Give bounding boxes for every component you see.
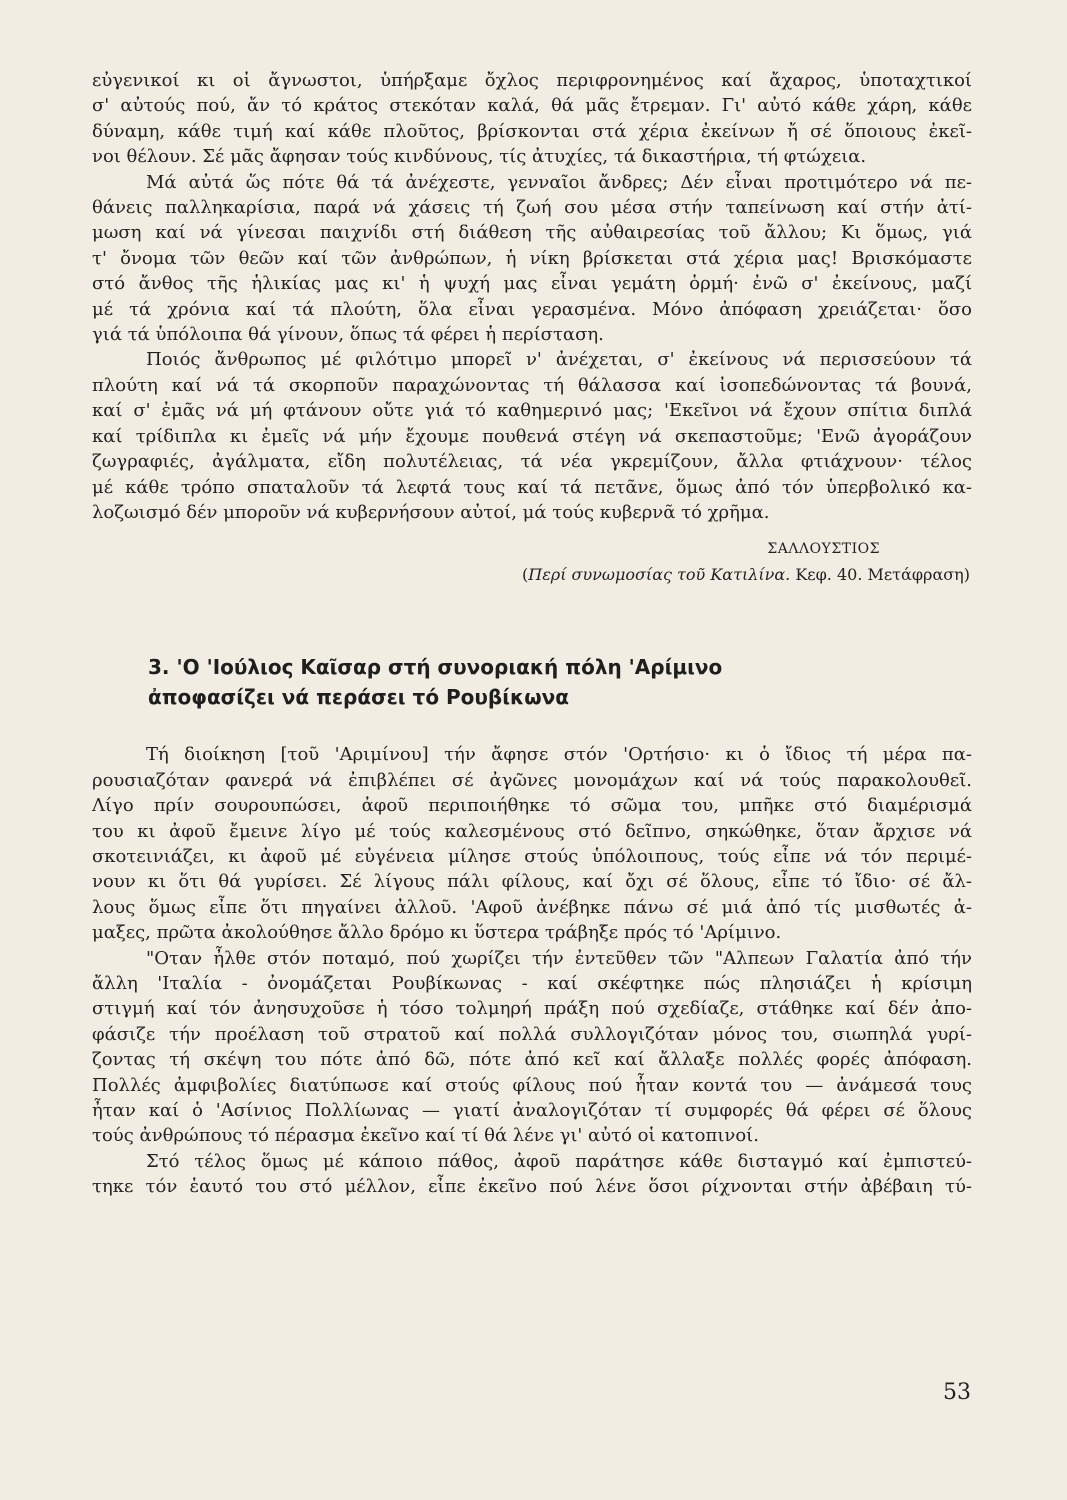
- paragraph-2: [92, 170, 972, 348]
- text-line: μαξες, πρῶτα ἀκολούθησε ἄλλο δρόμο κι ὕστερα τράβηξε πρός τό 'Αρίμινο.: [92, 922, 782, 944]
- text-line: Ποιός ἄνθρωπος μέ φιλότιμο μπορεῖ ν' ἀνέχεται, σ' ἐκείνους νά περισσεύουν τά: [146, 349, 972, 371]
- text-line: ρουσιαζόταν φανερά νά ἐπιβλέπει σέ ἀγῶνες μονομάχων καί νά τούς παρακολουθεῖ.: [92, 769, 972, 791]
- text-line: "Οταν ἦλθε στόν ποταμό, πού χωρίζει τήν ἐντεῦθεν τῶν "Αλπεων Γαλατία ἀπό τήν: [146, 947, 972, 969]
- source-title: Περί συνωμοσίας τοῦ Κατιλίνα.: [528, 565, 791, 585]
- text-line: σκοτεινιάζει, κι ἀφοῦ μέ εὐγένεια μίλησε στούς ὑπόλοιπους, τούς εἶπε νά τόν περιμέ-: [92, 845, 972, 867]
- text-line: νουν κι ὅτι θά γυρίσει. Σέ λίγους πάλι φίλους, καί ὄχι σέ ὅλους, εἶπε τό ἴδιο· σέ ἄλ-: [92, 871, 972, 893]
- section-body: [92, 742, 972, 1199]
- text-line: θάνεις παλληκαρίσια, παρά νά χάσεις τή ζωή σου μέσα στήν ταπείνωση καί στήν ἀτί-: [92, 197, 972, 219]
- text-line: λοζωισμό δέν μποροῦν νά κυβερνήσουν αὐτοί, μά τούς κυβερνᾶ τό χρῆμα.: [92, 501, 770, 523]
- section-title-line: 3. 'Ο 'Ιούλιος Καῖσαρ στή συνοριακή πόλη 'Αρίμινο: [148, 655, 723, 680]
- text-line: εὐγενικοί κι οἱ ἄγνωστοι, ὑπήρξαμε ὄχλος περιφρονημένος καί ἄχαρος, ὑποταχτικοί: [92, 70, 972, 91]
- text-line: καί σ' ἐμᾶς νά μή φτάνουν οὔτε γιά τό καθημερινό μας; 'Εκεῖνοι νά ἔχουν σπίτια διπλά: [92, 400, 972, 422]
- paragraph-1: [92, 68, 972, 170]
- text-line: στό ἄνθος τῆς ἡλικίας μας κι' ἡ ψυχή μας εἶναι γεμάτη ὁρμή· ἐνῶ σ' ἐκείνους, μαζί: [92, 273, 972, 295]
- text-line: Πολλές ἀμφιβολίες διατύπωσε καί στούς φίλους πού ἦταν κοντά του — ἀνάμεσά τους: [92, 1074, 972, 1096]
- text-line: μέ τά χρόνια καί τά πλούτη, ὅλα εἶναι γερασμένα. Μόνο ἀπόφαση χρειάζεται· ὅσο: [92, 298, 972, 320]
- attribution-source: [92, 565, 970, 584]
- text-line: του κι ἀφοῦ ἔμεινε λίγο μέ τούς καλεσμένους στό δεῖπνο, σηκώθηκε, ὅταν ἄρχισε νά: [92, 820, 972, 842]
- text-line: μωση καί νά γίνεσαι παιχνίδι στή διάθεση τῆς αὐθαιρεσίας τοῦ ἄλλου; Κι ὅμως, γιά: [92, 222, 972, 244]
- text-line: γιά τά ὑπόλοιπα θά γίνουν, ὅπως τά φέρει ἡ περίσταση.: [92, 324, 604, 346]
- paragraph-3: [92, 347, 972, 525]
- text-line: σ' αὐτούς πού, ἄν τό κράτος στεκόταν καλά, θά μᾶς ἔτρεμαν. Γι' αὐτό κάθε χάρη, κάθε: [92, 95, 972, 117]
- text-line: τούς ἀνθρώπους τό πέρασμα ἐκεῖνο καί τί θά λένε γι' αὐτό οἱ κατοπινοί.: [92, 1125, 759, 1147]
- section-title-line: ἀποφασίζει νά περάσει τό Ρουβίκωνα: [148, 685, 569, 710]
- text-line: πλούτη καί νά τά σκορποῦν παραχώνοντας τή θάλασσα καί ἰσοπεδώνοντας τά βουνά,: [92, 374, 972, 396]
- text-line: Στό τέλος ὅμως μέ κάποιο πάθος, ἀφοῦ παράτησε κάθε δισταγμό καί ἐμπιστεύ-: [146, 1150, 972, 1172]
- text-line: τ' ὄνομα τῶν θεῶν καί τῶν ἀνθρώπων, ἡ νίκη βρίσκεται στά χέρια μας! Βρισκόμαστε: [92, 247, 972, 269]
- text-line: τηκε τόν ἑαυτό του στό μέλλον, εἶπε ἐκεῖνο πού λένε ὅσοι ρίχνονται στήν ἀβέβαιη τύ-: [92, 1176, 972, 1198]
- attribution-author: ΣΑΛΛΟΥΣΤΙΟΣ: [767, 541, 880, 558]
- text-line: νοι θέλουν. Σέ μᾶς ἄφησαν τούς κινδύνους, τίς ἀτυχίες, τά δικαστήρια, τή φτώχεια.: [92, 146, 867, 168]
- section-title: [148, 652, 972, 712]
- document-page: [92, 68, 972, 1200]
- text-line: ἄλλη 'Ιταλία - ὀνομάζεται Ρουβίκωνας - καί σκέφτηκε πώς πλησιάζει ἡ κρίσιμη: [92, 972, 972, 994]
- text-line: ζωγραφιές, ἀγάλματα, εἴδη πολυτέλειας, τά νέα γκρεμίζουν, ἄλλα φτιάχνουν· τέλος: [92, 451, 972, 473]
- text-line: μέ κάθε τρόπο σπαταλοῦν τά λεφτά τους καί τά πετᾶνε, ὅμως ἀπό τόν ὑπερβολικό κα-: [92, 476, 972, 498]
- source-chapter: Κεφ. 40. Μετάφραση): [790, 565, 970, 585]
- paragraph-4: [92, 742, 972, 945]
- text-line: φάσιζε τήν προέλαση τοῦ στρατοῦ καί πολλά συλλογιζόταν μόνος του, σιωπηλά γυρί-: [92, 1023, 972, 1045]
- text-line: ζοντας τή σκέψη του πότε ἀπό δῶ, πότε ἀπό κεῖ καί ἄλλαξε πολλές φορές ἀπόφαση.: [92, 1049, 972, 1071]
- text-line: Μά αὐτά ὥς πότε θά τά ἀνέχεστε, γενναῖοι ἄνδρες; Δέν εἶναι προτιμότερο νά πε-: [146, 171, 972, 193]
- text-line: καί τρίδιπλα κι ἐμεῖς νά μήν ἔχουμε πουθενά στέγη νά σκεπαστοῦμε; 'Ενῶ ἀγοράζουν: [92, 425, 972, 447]
- text-line: στιγμή καί τόν ἀνησυχοῦσε ἡ τόσο τολμηρή πράξη πού σχεδίαζε, στάθηκε καί δέν ἀπο-: [92, 998, 972, 1020]
- text-line: λους ὅμως εἶπε ὅτι πηγαίνει ἀλλοῦ. 'Αφοῦ ἀνέβηκε πάνω σέ μιά ἀπό τίς μισθωτές ἁ-: [92, 896, 972, 918]
- page-number: 53: [943, 1380, 971, 1405]
- paragraph-5: [92, 946, 972, 1149]
- text-line: Λίγο πρίν σουρουπώσει, ἀφοῦ περιποιήθηκε τό σῶμα του, μπῆκε στό διαμέρισμά: [92, 795, 972, 817]
- text-line: ἦταν καί ὁ 'Ασίνιος Πολλίωνας — γιατί ἀναλογιζόταν τί συμφορές θά φέρει σέ ὅλους: [92, 1100, 972, 1121]
- text-line: Τή διοίκηση [τοῦ 'Αριμίνου] τήν ἄφησε στόν 'Ορτήσιο· κι ὁ ἴδιος τή μέρα πα-: [146, 744, 972, 766]
- source-open-paren: (: [522, 565, 529, 585]
- paragraph-6: [92, 1149, 972, 1200]
- text-line: δύναμη, κάθε τιμή καί κάθε πλοῦτος, βρίσκονται στά χέρια ἐκείνων ἤ σέ ὅποιους ἐκεῖ-: [92, 120, 972, 142]
